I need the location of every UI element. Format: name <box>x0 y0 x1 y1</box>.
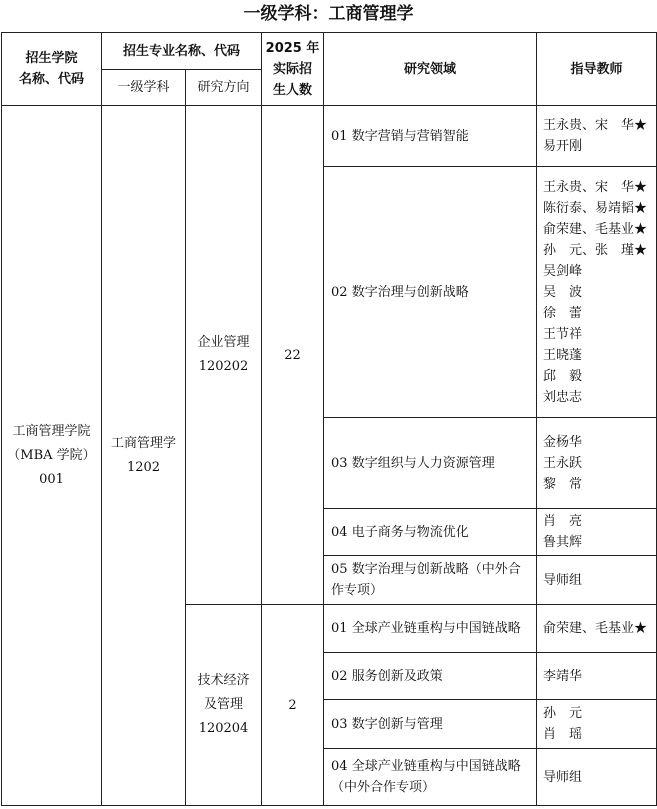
direction-cell-enterprise: 企业管理 120202 <box>186 106 262 605</box>
header-enroll: 2025 年 实际招 生人数 <box>262 33 324 106</box>
field-cell: 01 数字营销与营销智能 <box>324 106 537 167</box>
header-college: 招生学院 名称、代码 <box>2 33 102 106</box>
direction-cell-techecon: 技术经济 及管理 120204 <box>186 605 262 806</box>
teacher-cell: 俞荣建、毛基业★ <box>537 605 657 653</box>
field-cell: 04 电子商务与物流优化 <box>324 509 537 556</box>
count-cell-enterprise: 22 <box>262 106 324 605</box>
discipline-cell: 工商管理学 1202 <box>102 106 186 806</box>
header-direction: 研究方向 <box>186 70 262 106</box>
field-cell: 03 数字组织与人力资源管理 <box>324 418 537 509</box>
field-cell: 01 全球产业链重构与中国链战略 <box>324 605 537 653</box>
teacher-cell: 金杨华 王永跃 黎 常 <box>537 418 657 509</box>
teacher-cell: 肖 亮 鲁其辉 <box>537 509 657 556</box>
teacher-cell: 导师组 <box>537 749 657 806</box>
teacher-cell: 李靖华 <box>537 653 657 700</box>
enrollment-table <box>1 32 657 806</box>
field-cell: 05 数字治理与创新战略（中外合作专项） <box>324 556 537 605</box>
page-title: 一级学科：工商管理学 <box>243 4 414 24</box>
college-cell: 工商管理学院 （MBA 学院） 001 <box>2 106 102 806</box>
teacher-cell: 导师组 <box>537 556 657 605</box>
field-cell: 03 数字创新与管理 <box>324 700 537 749</box>
field-cell: 04 全球产业链重构与中国链战略（中外合作专项） <box>324 749 537 806</box>
header-level1: 一级学科 <box>102 70 186 106</box>
field-cell: 02 数字治理与创新战略 <box>324 167 537 418</box>
field-cell: 02 服务创新及政策 <box>324 653 537 700</box>
count-cell-techecon: 2 <box>262 605 324 806</box>
teacher-cell: 王永贵、宋 华★ 陈衍泰、易靖韬★ 俞荣建、毛基业★ 孙 元、张 瑾★ 吴剑峰 吴 波 徐 蕾 王节祥 王晓蓬 邱 毅 刘忠志 <box>537 167 657 418</box>
teacher-cell: 孙 元 肖 瑶 <box>537 700 657 749</box>
header-teacher: 指导教师 <box>537 33 657 106</box>
header-field: 研究领域 <box>324 33 537 106</box>
header-major: 招生专业名称、代码 <box>102 33 262 70</box>
teacher-cell: 王永贵、宋 华★ 易开刚 <box>537 106 657 167</box>
